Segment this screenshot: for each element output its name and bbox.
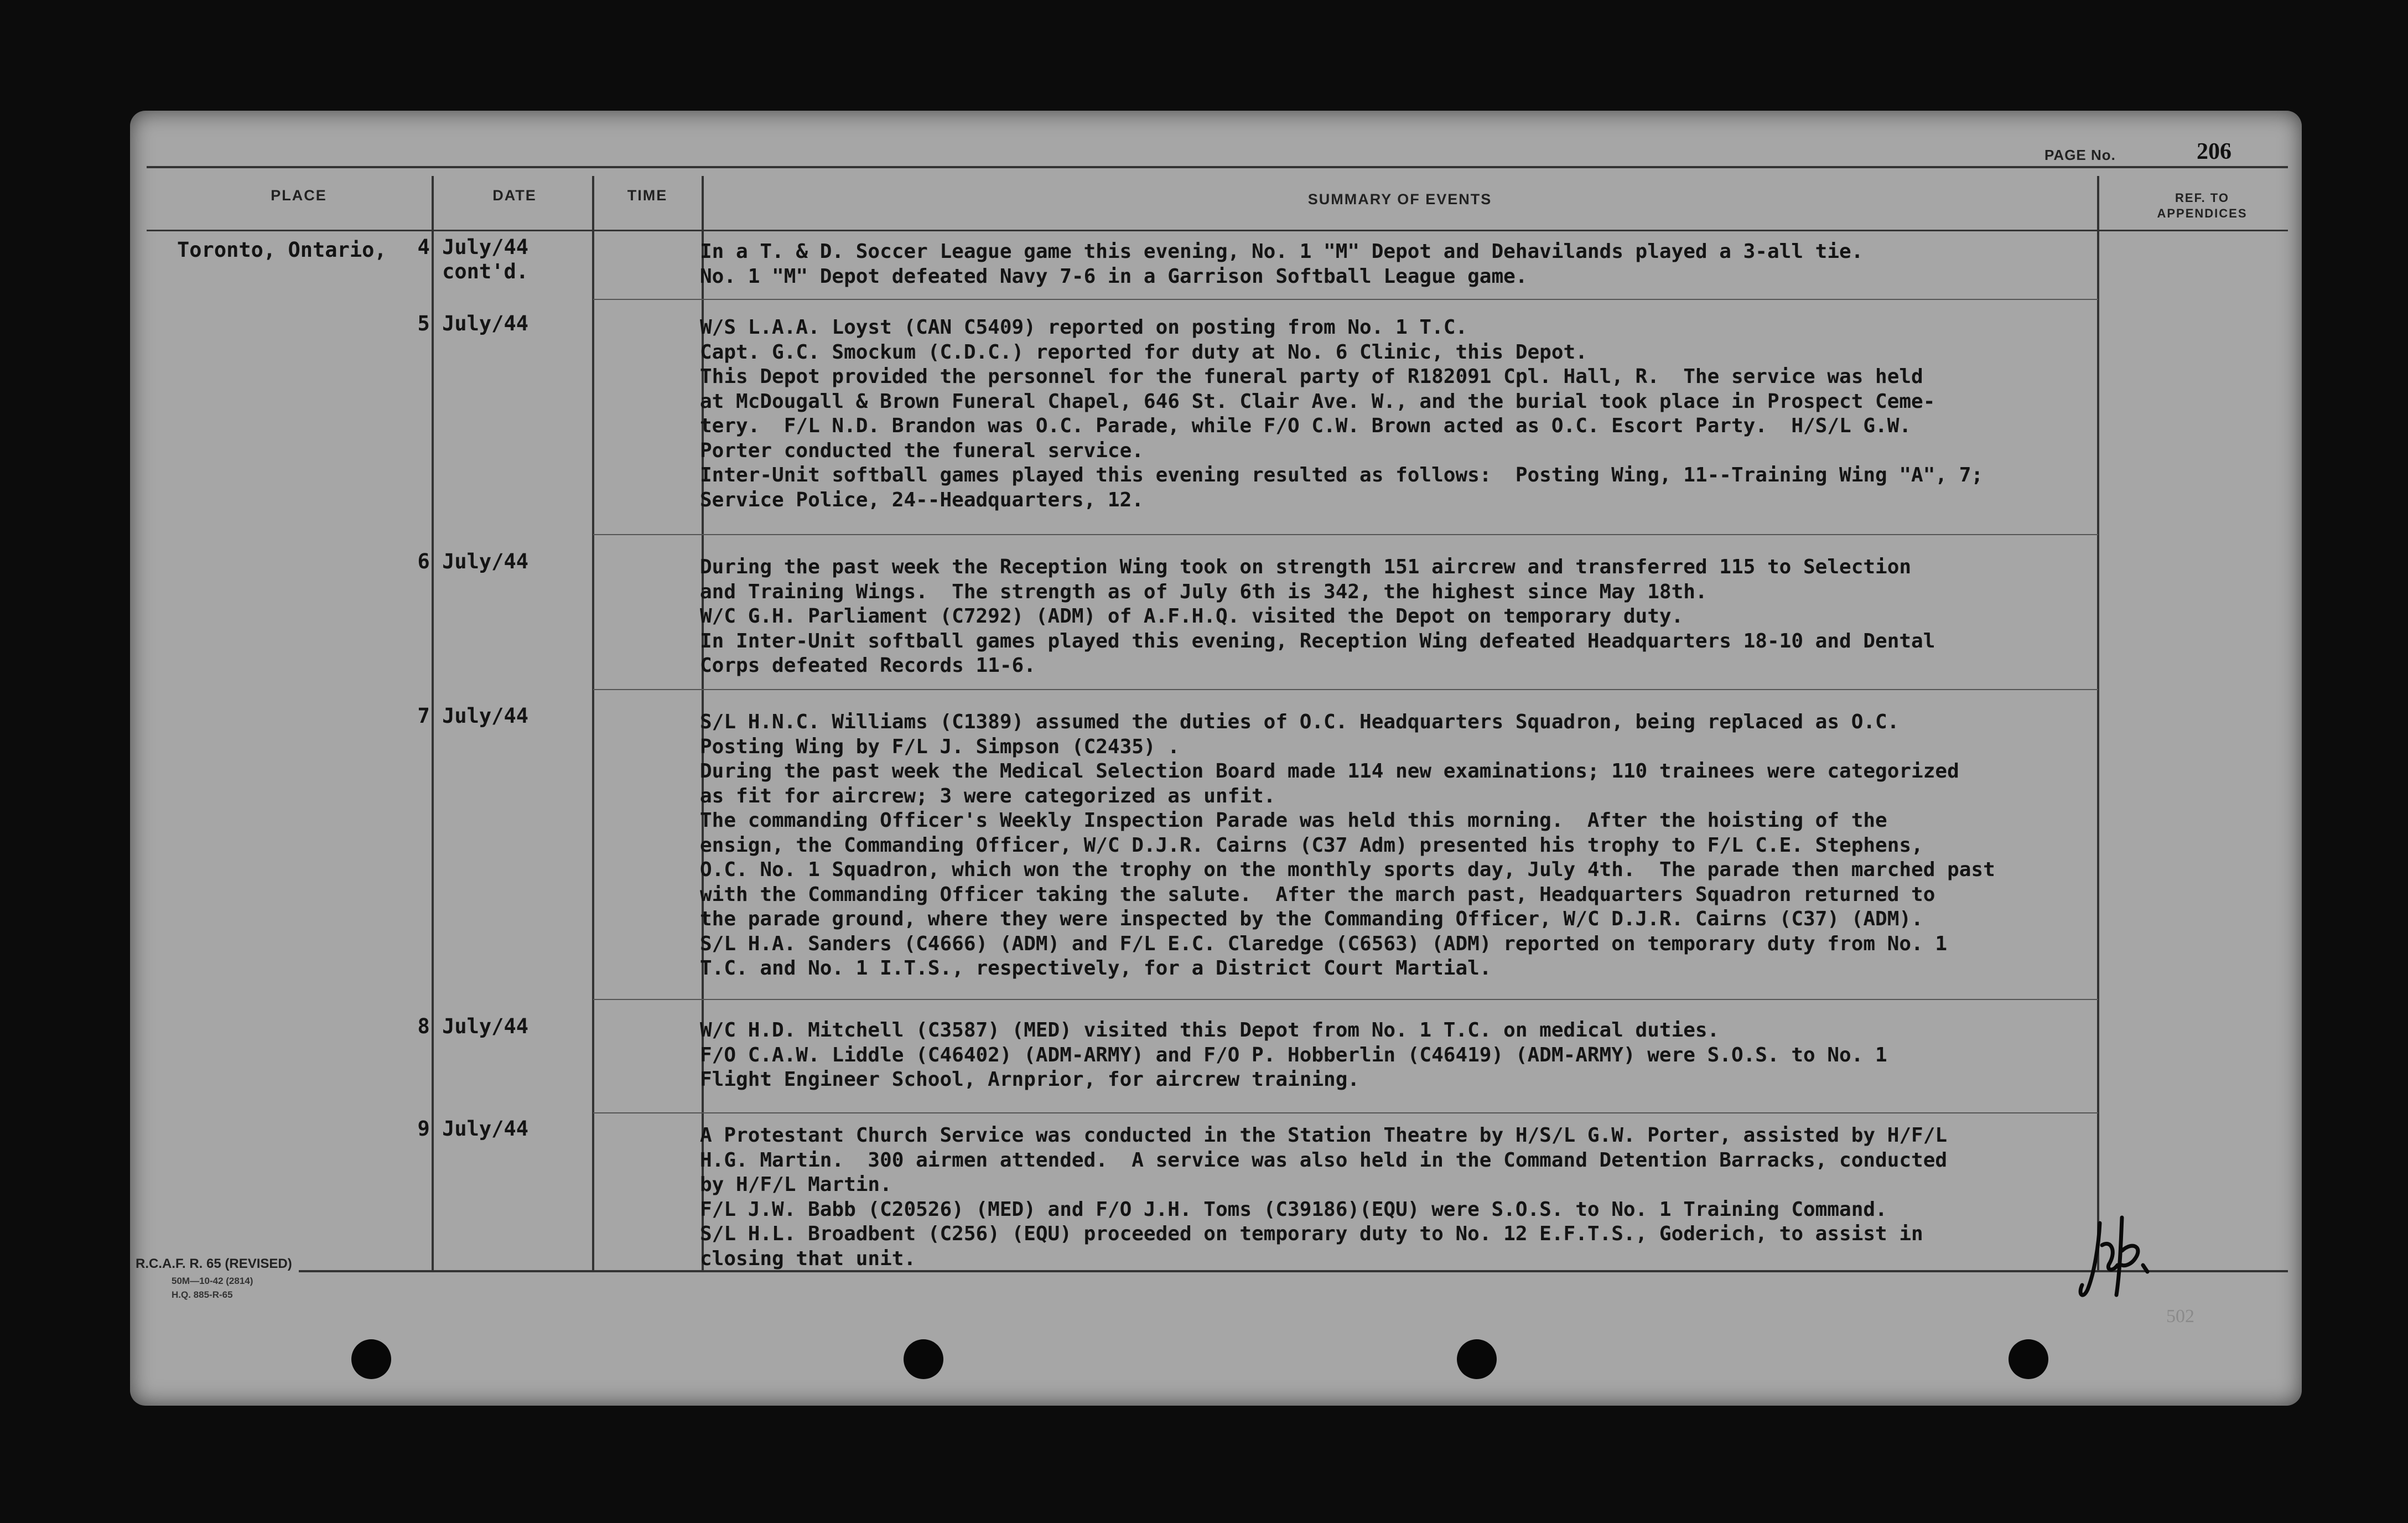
entry-date: 6 July/44	[417, 550, 528, 573]
archive-stamp: 502	[2166, 1306, 2194, 1327]
col-divider-summary	[2097, 176, 2099, 1272]
row-separator	[593, 999, 2098, 1000]
row-separator	[593, 534, 2098, 535]
punch-hole	[351, 1339, 391, 1379]
header-date: DATE	[492, 187, 537, 204]
row-separator	[593, 299, 2098, 300]
form-print-code: 50M—10-42 (2814)	[172, 1276, 253, 1286]
header-top-rule	[147, 166, 2288, 168]
header-summary: SUMMARY OF EVENTS	[1307, 191, 1492, 208]
page-number-label: PAGE No.	[2044, 147, 2116, 163]
entry-date: 7 July/44	[417, 704, 528, 728]
page-number-value: 206	[2197, 139, 2231, 164]
punch-hole	[1457, 1339, 1497, 1379]
row-separator	[593, 1112, 2098, 1113]
place-text: Toronto, Ontario,	[177, 238, 387, 262]
entry-date: 4 July/44 cont'd.	[417, 235, 528, 283]
entry-text: W/S L.A.A. Loyst (CAN C5409) reported on posting from No. 1 T.C. Capt. G.C. Smockum (C.D.C.) reported for duty at No. 6 Clinic, this Depot. This Depot provided the personnel for the funeral party of R182091 Cpl. Hall, R. The service was held at McDougall & Brown Funeral Chapel, 646 St. Clair Ave. W., and the burial took place in Prospect Ceme- tery. F/L N.D. Brandon was O.C. Parade, while F/O C.W. Brown acted as O.C. Escort Party. H/S/L G.W. Porter conducted the funeral service. Inter-Unit softball games played this evening resulted as follows: Posting Wing, 11--Training Wing "A", 7; Service Police, 24--Headquarters, 12.	[700, 316, 1984, 511]
punch-hole	[2009, 1339, 2048, 1379]
header-bottom-rule	[147, 230, 2288, 231]
header-time: TIME	[627, 187, 668, 204]
entry-date: 9 July/44	[417, 1117, 528, 1141]
col-divider-date	[592, 176, 594, 1272]
entry-text: A Protestant Church Service was conducted in the Station Theatre by H/S/L G.W. Porter, assisted by H/F/L H.G. Martin. 300 airmen attended. A service was also held in the Command Detention Barracks, conducted by H/F/L Martin. F/L J.W. Babb (C20526) (MED) and F/O J.H. Toms (C39186)(EQU) were S.O.S. to No. 1 Training Command. S/L H.L. Broadbent (C256) (EQU) proceeded on temporary duty to No. 12 E.F.T.S., Goderich, to assist in closing that unit.	[700, 1124, 1948, 1270]
row-separator	[593, 689, 2098, 690]
entry-text: S/L H.N.C. Williams (C1389) assumed the duties of O.C. Headquarters Squadron, being replaced as O.C. Posting Wing by F/L J. Simpson (C2435) . During the past week the Medical Selection Board made 114 new examinations; 110 trainees were categorized as fit for aircrew; 3 were categorized as unfit. The commanding Officer's Weekly Inspection Parade was held this morning. After the hoisting of the ensign, the Commanding Officer, W/C D.J.R. Cairns (C37 Adm) presented his trophy to F/L C.E. Stephens, O.C. No. 1 Squadron, which won the trophy on the monthly sports day, July 4th. The parade then marched past with the Commanding Officer taking the salute. After the march past, Headquarters Squadron returned to the parade ground, where they were inspected by the Commanding Officer, W/C D.J.R. Cairns (C37) (ADM). S/L H.A. Sanders (C4666) (ADM) and F/L E.C. Claredge (C6563) (ADM) reported on temporary duty from No. 1 T.C. and No. 1 I.T.S., respectively, for a District Court Martial.	[700, 711, 1995, 980]
entry-date: 8 July/44	[417, 1014, 528, 1038]
form-hq-code: H.Q. 885-R-65	[172, 1289, 233, 1300]
header-place: PLACE	[271, 187, 327, 204]
form-number: R.C.A.F. R. 65 (REVISED)	[136, 1256, 292, 1271]
punch-hole	[904, 1339, 943, 1379]
entry-date: 5 July/44	[417, 312, 528, 335]
entry-text: In a T. & D. Soccer League game this evening, No. 1 "M" Depot and Dehavilands played a 3-all tie. No. 1 "M" Depot defeated Navy 7-6 in a Garrison Softball League game.	[700, 240, 1864, 288]
entry-text: W/C H.D. Mitchell (C3587) (MED) visited this Depot from No. 1 T.C. on medical duties. F/O C.A.W. Liddle (C46402) (ADM-ARMY) and F/O P. Hobberlin (C46419) (ADM-ARMY) were S.O.S. to No. 1 Flight Engineer School, Arnprior, for aircrew training.	[700, 1019, 1887, 1091]
header-ref-line2: APPENDICES	[2157, 206, 2248, 220]
entry-text: During the past week the Reception Wing took on strength 151 aircrew and transferred 115 to Selection and Training Wings. The strength as of July 6th is 342, the highest since May 18th. W/C G.H. Parliament (C7292) (ADM) of A.F.H.Q. visited the Depot on temporary duty. In Inter-Unit softball games played this evening, Reception Wing defeated Headquarters 18-10 and Dental Corps defeated Records 11-6.	[700, 556, 1935, 677]
signature-icon	[2078, 1212, 2166, 1306]
header-ref-line1: REF. TO	[2175, 191, 2229, 205]
